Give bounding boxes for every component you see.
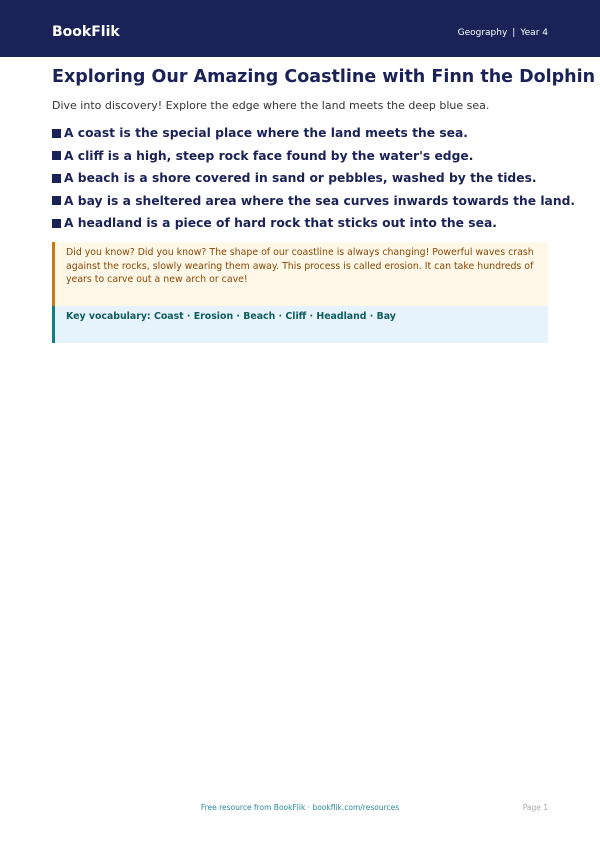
page-number: Page 1	[522, 803, 548, 812]
meta-separator: |	[512, 28, 516, 38]
fact-item	[52, 122, 552, 145]
square-bullet-icon	[52, 174, 61, 183]
did-you-know-callout: Did you know? Did you know? The shape of our coastline is always changing! Powerful waves crash against the rocks, slowly wearing them away. This process is called erosion. It can take hundreds of years to carve out a new arch or cave!	[52, 242, 548, 306]
year-label: Year 4	[520, 28, 548, 38]
fact-text: A beach is a shore covered in sand or pebbles, washed by the tides.	[64, 171, 537, 186]
fact-text: A cliff is a high, steep rock face found by the water's edge.	[64, 148, 474, 163]
header-meta	[458, 28, 548, 39]
intro-text: Dive into discovery! Explore the edge where the land meets the deep blue sea.	[52, 99, 490, 112]
square-bullet-icon	[52, 219, 61, 228]
fact-text: A coast is the special place where the land meets the sea.	[64, 126, 468, 141]
footer-credit-link[interactable]: Free resource from BookFlik · bookflik.com/resources	[200, 803, 400, 812]
brand-logo-text[interactable]: BookFlik	[52, 24, 120, 40]
fact-item	[52, 145, 552, 168]
page-footer	[0, 802, 600, 814]
page-header	[0, 0, 600, 57]
square-bullet-icon	[52, 151, 61, 160]
subject-label: Geography	[457, 28, 508, 38]
fact-item	[52, 190, 576, 213]
fact-item	[52, 212, 552, 235]
key-vocabulary-box: Key vocabulary: Coast · Erosion · Beach · Cliff · Headland · Bay	[52, 306, 548, 343]
square-bullet-icon	[52, 129, 61, 138]
facts-list	[52, 122, 576, 235]
fact-text: A bay is a sheltered area where the sea curves inwards towards the land.	[64, 193, 576, 208]
square-bullet-icon	[52, 196, 61, 205]
fact-text: A headland is a piece of hard rock that sticks out into the sea.	[64, 216, 497, 231]
page-title: Exploring Our Amazing Coastline with Finn the Dolphin	[52, 67, 596, 87]
fact-item	[52, 167, 552, 190]
